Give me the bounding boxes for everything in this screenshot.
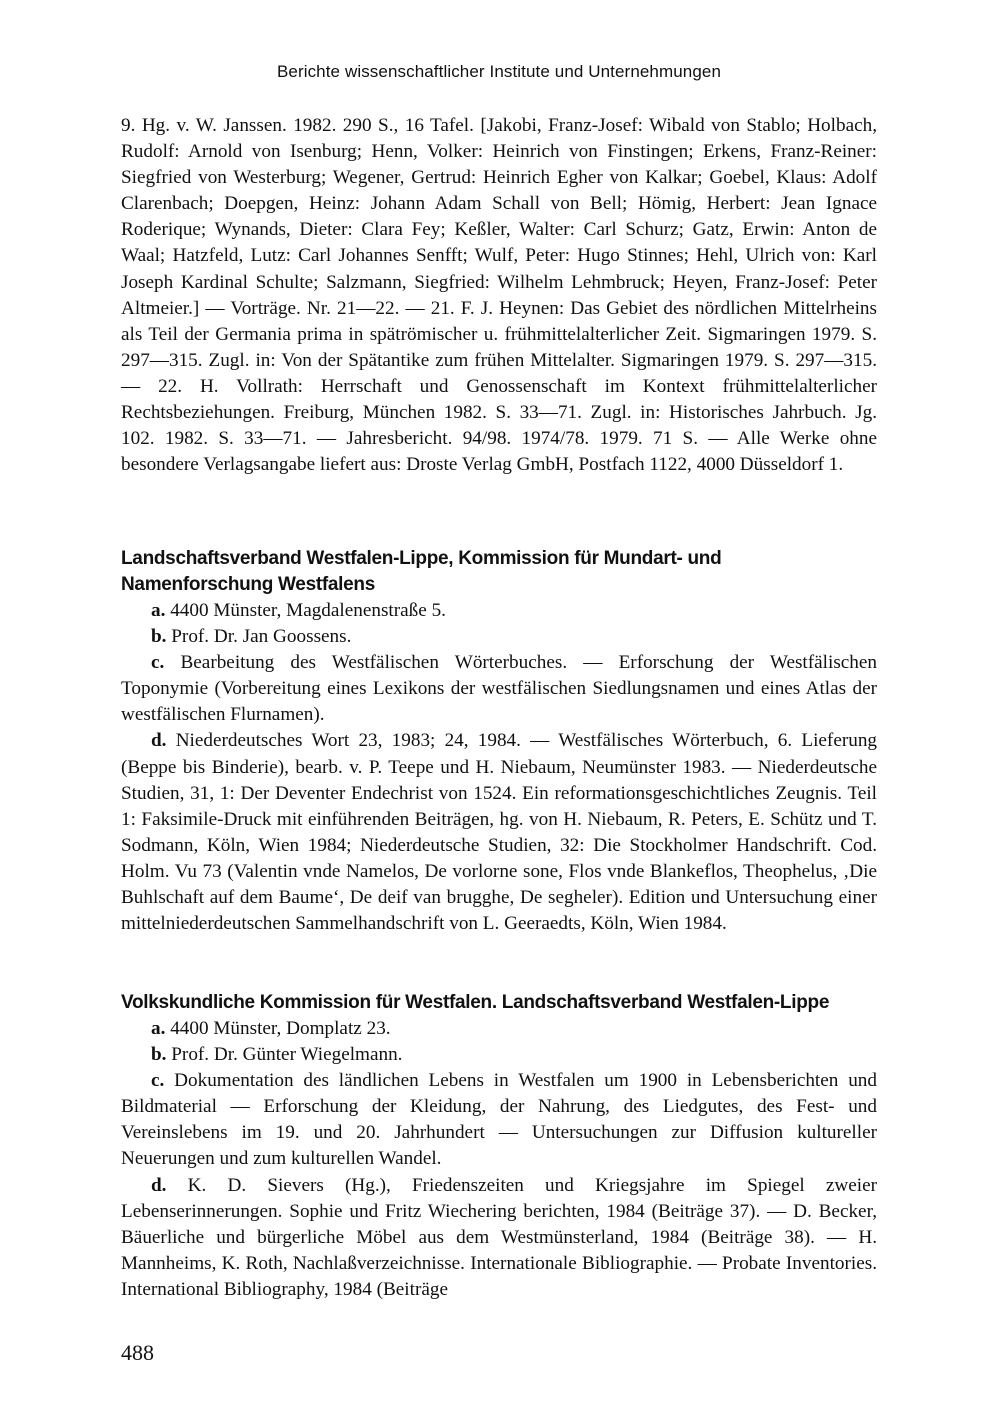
section-heading: Volkskundliche Kommission für Westfalen. Landschaftsverband Westfalen-Lippe [121,992,830,1013]
item-label: c. [151,1070,165,1092]
item-text: Niederdeutsches Wort 23, 1983; 24, 1984. — Westfälisches Wörterbuch, 6. Lieferung (Beppe bis Binderie), bearb. v. P. Teepe und H. Niebaum, Neumünster 1983. — Niederdeutsche Studien, 31, 1: Der Deventer Endechrist von 1524. Ein reformationsgeschichtliches Zeugnis. Teil 1: Faksimile-Druck mit einführenden Beiträgen, hg. von H. Niebaum, R. Peters, E. Schütz und T. Sodmann, Köln, Wien 1984; Niederdeutsche Studien, 32: Die Stockholmer Handschrift. Cod. Holm. Vu 73 (Valentin vnde Namelos, De vorlorne sone, Flos vnde Blankeflos, Theophelus, ‚Die Buhlschaft auf dem Baume‘, De deif van brugghe, De segheler). Edition und Untersuchung einer mittelniederdeutschen Sammelhandschrift von L. Geeraedts, Köln, Wien 1984. [121,730,878,935]
item-text: Prof. Dr. Günter Wiegelmann. [171,1044,403,1066]
item-label: d. [151,1174,167,1196]
intro-block [121,113,877,478]
item-text: Bearbeitung des Westfälischen Wörterbuches. — Erforschung der Westfälischen Toponymie (Vorbereitung eines Lexikons der westfälischen Siedlungsnamen und eines Atlas der westfälischen Flurnamen). [121,652,878,726]
item-text: K. D. Sievers (Hg.), Friedenszeiten und Kriegsjahre im Spiegel zweier Lebenserinnerungen. Sophie und Fritz Wiechering berichten, 1984 (Beiträge 37). — D. Becker, Bäuerliche und bürgerliche Möbel aus dem Westmünsterland, 1984 (Beiträge 38). — H. Mannheims, K. Roth, Nachlaßverzeichnisse. Internationale Bibliographie. — Probate Inventories. International Bibliography, 1984 (Beiträge [121,1174,878,1300]
item-label: a. [151,600,166,621]
running-head: Berichte wissenschaftlicher Institute und Unternehmungen [276,62,722,81]
item-label: d. [151,730,167,752]
section-mundart [121,546,877,937]
section-heading: Landschaftsverband Westfalen-Lippe, Kommission für Mundart- und Namenforschung Westfalens [121,548,722,595]
item-text: 4400 Münster, Magdalenenstraße 5. [170,600,446,621]
section-volkskunde [121,990,877,1303]
item-label: b. [151,626,167,648]
director-item [121,624,877,650]
address-item [121,1016,877,1042]
item-label: c. [151,652,165,674]
page-number: 488 [121,1340,154,1365]
director-item [121,1042,877,1068]
publications-item [121,1173,877,1303]
item-text: 4400 Münster, Domplatz 23. [170,1018,391,1039]
item-label: b. [151,1044,167,1066]
item-text: Dokumentation des ländlichen Lebens in Westfalen um 1900 in Lebensberichten und Bildmaterial — Erforschung der Kleidung, der Nahrung, des Liedgutes, des Fest- und Vereinslebens im 19. und 20. Jahrhundert — Untersuchungen zur Diffusion kultureller Neuerungen und zum kulturellen Wandel. [121,1070,877,1170]
item-text: Prof. Dr. Jan Goossens. [171,626,352,648]
address-item [121,598,877,624]
intro-paragraph: 9. Hg. v. W. Janssen. 1982. 290 S., 16 Tafel. [Jakobi, Franz-Josef: Wibald von Stablo; Holbach, Rudolf: Arnold von Isenburg; Henn, Volker: Heinrich von Finstingen; Erkens, Franz-Reiner: Siegfried von Westerburg; Wegener, Gertrud: Heinrich Egher von Kalkar; Goebel, Klaus: Adolf Clarenbach; Doepgen, Heinz: Johann Adam Schall von Bell; Hömig, Herbert: Jean Ignace Roderique; Wynands, Dieter: Clara Fey; Keßler, Walter: Carl Schurz; Gatz, Erwin: Anton de Waal; Hatzfeld, Lutz: Carl Johannes Senfft; Wulf, Peter: Hugo Stinnes; Hehl, Ulrich von: Karl Joseph Kardinal Schulte; Salzmann, Siegfried: Wilhelm Lehmbruck; Heyen, Franz-Josef: Peter Altmeier.] — Vorträge. Nr. 21—22. — 21. F. J. Heynen: Das Gebiet des nördlichen Mittelrheins als Teil der Germania prima in spätrömischer u. frühmittelalterlicher Zeit. Sigmaringen 1979. S. 297—315. Zugl. in: Von der Spätantike zum frühen Mittelalter. Sigmaringen 1979. S. 297—315. — 22. H. Vollrath: Herrschaft und Genossenschaft im Kontext frühmittelalterlicher Rechtsbeziehungen. Freiburg, München 1982. S. 33—71. Zugl. in: Historisches Jahrbuch. Jg. 102. 1982. S. 33—71. — Jahresbericht. 94/98. 1974/78. 1979. 71 S. — Alle Werke ohne besondere Verlagsangabe liefert aus: Droste Verlag GmbH, Postfach 1122, 4000 Düsseldorf 1. [121,115,877,476]
tasks-item [121,650,877,728]
item-label: a. [151,1018,166,1039]
tasks-item [121,1068,877,1172]
publications-item [121,728,877,937]
